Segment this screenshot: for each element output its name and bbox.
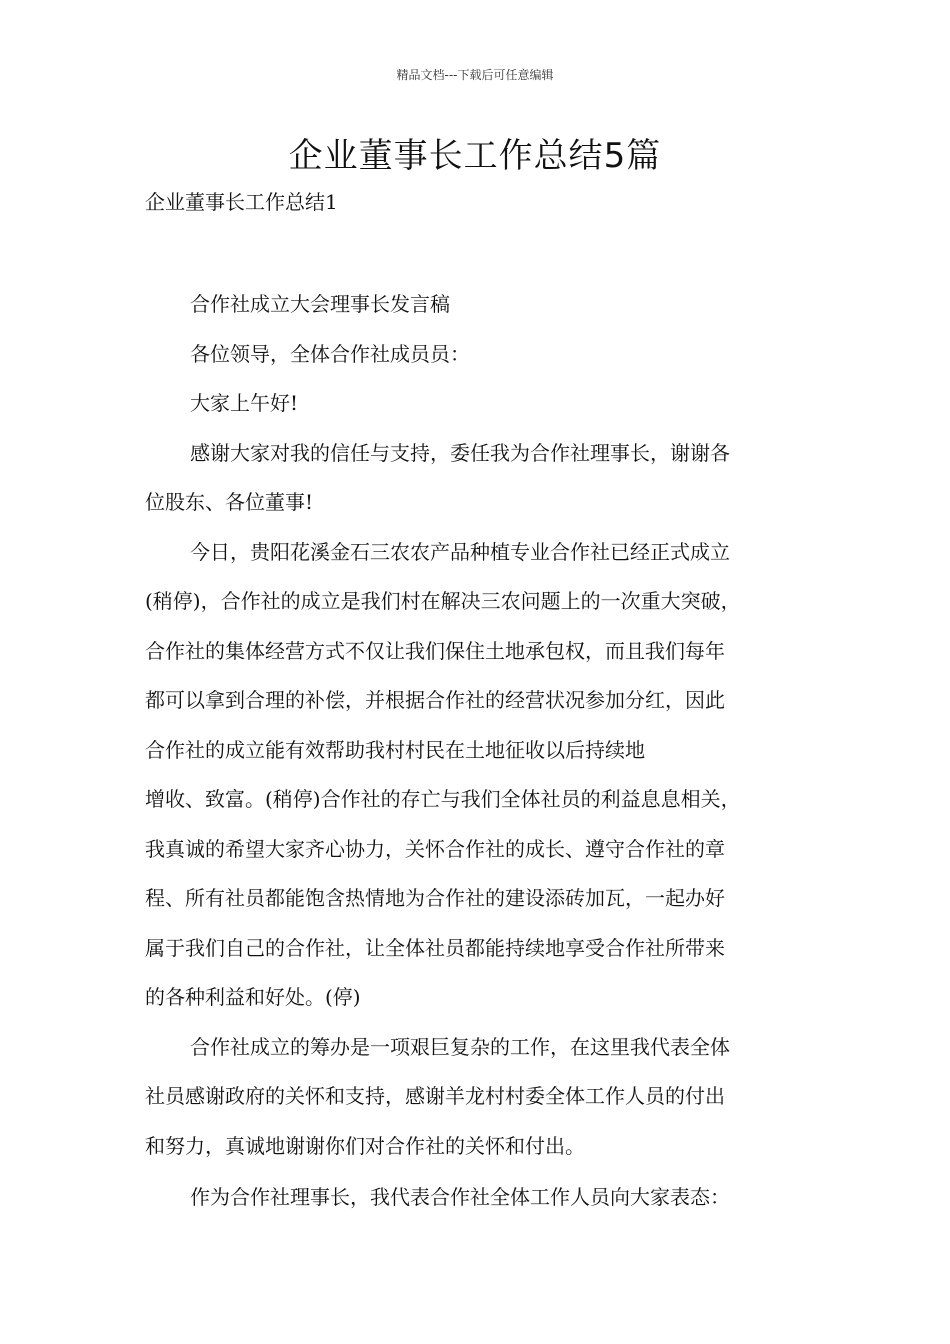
paragraph-founding-line: 今日，贵阳花溪金石三农农产品种植专业合作社已经正式成立: [190, 539, 730, 564]
paragraph-prosperity-line: 增收、致富。(稍停)合作社的存亡与我们全体社员的利益息息相关，: [145, 787, 741, 811]
paragraph-prosperity-line: 我真诚的希望大家齐心协力，关怀合作社的成长、遵守合作社的章: [145, 836, 725, 861]
section-heading: 企业董事长工作总结1: [145, 190, 338, 214]
paragraph-founding-line: (稍停)，合作社的成立是我们村在解决三农问题上的一次重大突破，: [145, 589, 741, 613]
paragraph-founding-line: 合作社的成立能有效帮助我村村民在土地征收以后持续地: [145, 737, 645, 762]
paragraph-thanks-line: 感谢大家对我的信任与支持，委任我为合作社理事长，谢谢各: [190, 440, 730, 465]
paragraph-gratitude-line: 合作社成立的筹办是一项艰巨复杂的工作，在这里我代表全体: [190, 1034, 730, 1059]
paragraph-prosperity-line: 程、所有社员都能饱含热情地为合作社的建设添砖加瓦，一起办好: [145, 886, 725, 910]
paragraph-speech-title: 合作社成立大会理事长发言稿: [190, 292, 450, 316]
paragraph-greeting: 大家上午好!: [190, 391, 299, 415]
paragraph-prosperity-line: 属于我们自己的合作社，让全体社员都能持续地享受合作社所带来: [145, 935, 725, 960]
document-title: 企业董事长工作总结5篇: [288, 136, 662, 176]
paragraph-gratitude-line: 和努力，真诚地谢谢你们对合作社的关怀和付出。: [145, 1133, 585, 1158]
paragraph-commitment: 作为合作社理事长，我代表合作社全体工作人员向大家表态：: [190, 1185, 730, 1209]
paragraph-prosperity-line: 的各种利益和好处。(停): [145, 985, 361, 1009]
paragraph-thanks-line: 位股东、各位董事!: [145, 490, 314, 514]
paragraph-salutation: 各位领导，全体合作社成员员：: [190, 341, 470, 366]
paragraph-founding-line: 都可以拿到合理的补偿，并根据合作社的经营状况参加分红，因此: [145, 688, 725, 712]
paragraph-gratitude-line: 社员感谢政府的关怀和支持，感谢羊龙村村委全体工作人员的付出: [145, 1084, 725, 1108]
paragraph-founding-line: 合作社的集体经营方式不仅让我们保住土地承包权，而且我们每年: [145, 638, 725, 663]
document-body: [145, 280, 825, 1223]
page-header: 精品文档---下载后可任意编辑: [396, 68, 554, 82]
